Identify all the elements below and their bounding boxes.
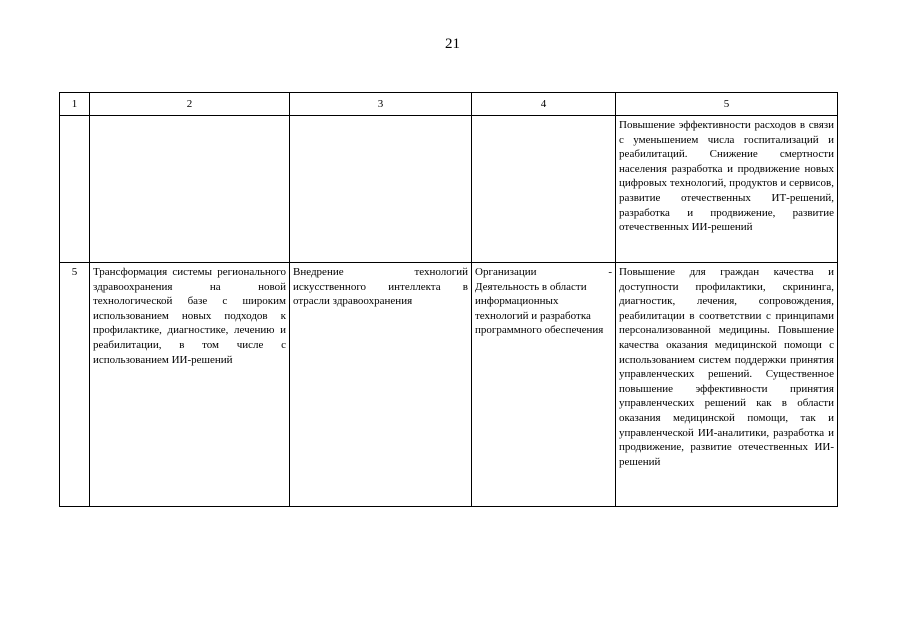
effect-cell: Повышение для граждан качества и доступности профилактики, скрининга, диагностик, лечения, сопровождения, реабилитации в соответствии с принципами персонализованной медицины. Повышение качества оказания медицинской помощи с использованием систем поддержки принятия управленческих решений. Существенное повышение эффективности принятия управленческих решений как в области оказания медицинской помощи, так и управленческой ИИ-аналитики, разработка и продвижение, развитие отечественных ИИ-решений bbox=[616, 263, 838, 507]
row-number-cell: 5 bbox=[60, 263, 90, 507]
direction-cell bbox=[90, 116, 290, 263]
row-number-cell bbox=[60, 116, 90, 263]
organization-label: Организации bbox=[475, 266, 537, 278]
activity-cell bbox=[472, 116, 616, 263]
measure-cell: Внедрение технологий искусственного интеллекта в отрасли здравоохранения bbox=[290, 263, 472, 507]
header-cell-5: 5 bbox=[616, 93, 838, 116]
page-number: 21 bbox=[445, 36, 460, 52]
header-cell-2: 2 bbox=[90, 93, 290, 116]
table-header-row bbox=[60, 93, 838, 116]
activity-cell bbox=[472, 263, 616, 507]
effect-cell: Повышение эффективности расходов в связи с уменьшением числа госпитализаций и реабилитаций. Снижение смертности населения разработка и продвижение новых цифровых технологий, продуктов и сервисов, развитие отечественных ИТ-решений, разработка и продвижение, развитие отечественных ИИ-решений bbox=[616, 116, 838, 263]
header-cell-4: 4 bbox=[472, 93, 616, 116]
header-cell-3: 3 bbox=[290, 93, 472, 116]
activity-text: Деятельность в области информационных технологий и разработка программного обеспечения bbox=[475, 280, 604, 337]
header-cell-1: 1 bbox=[60, 93, 90, 116]
table-row bbox=[60, 116, 838, 263]
document-table bbox=[59, 92, 838, 507]
organization-dash: - bbox=[608, 266, 612, 278]
measure-cell bbox=[290, 116, 472, 263]
organization-line bbox=[475, 265, 612, 280]
direction-cell: Трансформация системы регионального здравоохранения на новой технологической базе с широким использованием новых подходов к профилактике, диагностике, лечению и реабилитации, в том числе с использованием ИИ-решений bbox=[90, 263, 290, 507]
table-row bbox=[60, 263, 838, 507]
